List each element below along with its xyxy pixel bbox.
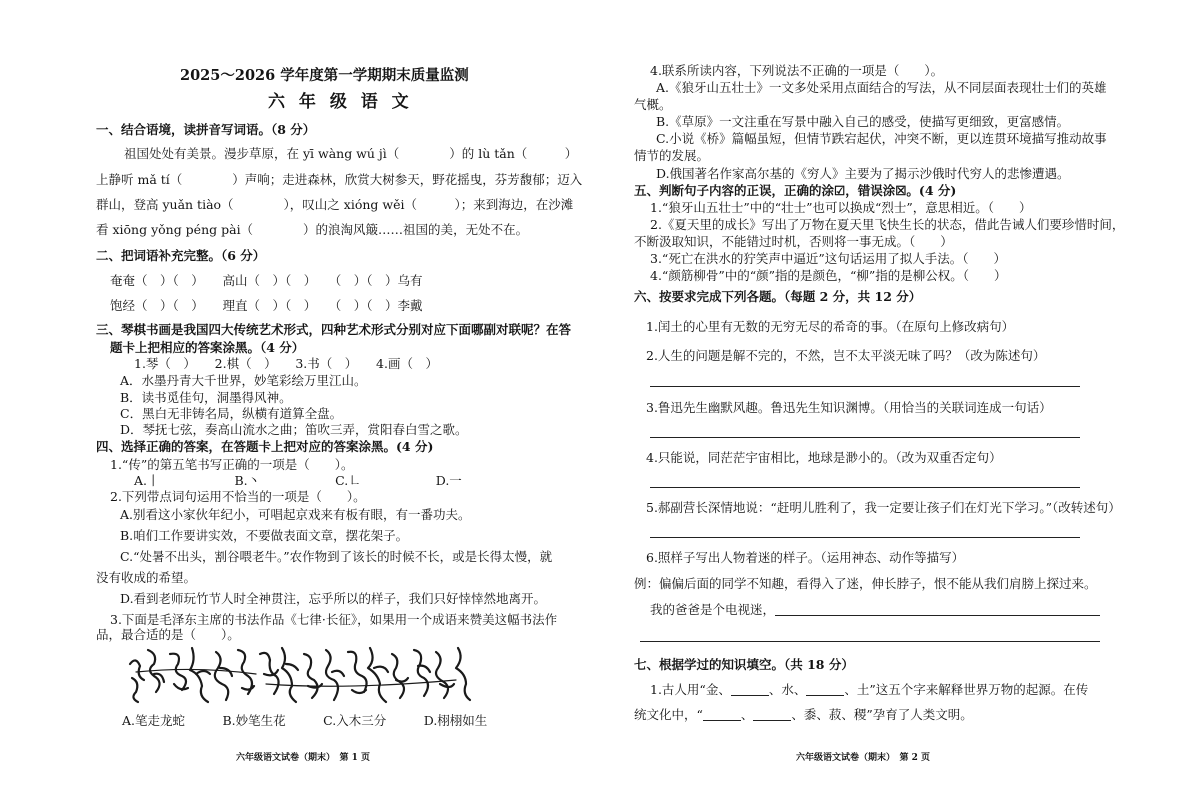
section-6-q2: 2.人生的问题是解不完的，不然，岂不太平淡无味了吗？（改为陈述句） xyxy=(646,348,1046,363)
section-4-q4-option-b: B.《草原》一文注重在写景中融入自己的感受，使描写更细致，更富感情。 xyxy=(656,114,1070,129)
section-4-heading: 四、选择正确的答案，在答题卡上把对应的答案涂黑。(4 分) xyxy=(96,439,434,454)
fill-blank-3[interactable] xyxy=(703,708,741,721)
section-3-options: 1.琴（ ） 2.棋（ ） 3.书（ ） 4.画（ ） xyxy=(134,356,438,371)
section-7-heading: 七、根据学过的知识填空。（共 18 分） xyxy=(634,657,854,672)
section-5-item-4: 4.“颜筋柳骨”中的“颜”指的是颜色，“柳”指的是柳公权。（ ） xyxy=(650,268,1007,283)
answer-line-q2[interactable] xyxy=(650,386,1080,387)
section-2-row-2: 饱经（ ）（ ） 理直（ ）（ ） （ ）（ ）李戴 xyxy=(110,298,423,313)
fill-blank-4[interactable] xyxy=(753,708,791,721)
section-6-q4: 4.只能说，同茫茫宇宙相比，地球是渺小的。（改为双重否定句） xyxy=(646,450,1002,465)
section-4-q1: 1.“传”的第五笔书写正确的一项是（ ）。 xyxy=(110,457,354,472)
section-4-q4-option-c-line-2: 情节的发展。 xyxy=(634,148,710,163)
section-4-q4: 4.联系所读内容，下列说法不正确的一项是（ ）。 xyxy=(650,63,944,78)
section-4-q2-option-c-line-1: C.“处暑不出头，割谷喂老牛。”农作物到了该长的时候不长，或是长得太慢，就 xyxy=(120,549,553,564)
section-1-line-4: 看 xiōng yǒng péng pài（ ）的浪淘风簸……祖国的美，无处不在。 xyxy=(96,222,529,237)
section-3-option-d: D．琴抚七弦，奏高山流水之曲；笛吹三弄，赏阳春白雪之歌。 xyxy=(120,422,468,437)
section-6-q5: 5.郝副营长深情地说：“赶明儿胜利了，我一定要让孩子们在灯光下学习。”（改转述句） xyxy=(646,500,1121,515)
section-4-q2-option-d: D.看到老师玩竹节人时全神贯注，忘乎所以的样子，我们只好悻悻然地离开。 xyxy=(120,591,547,606)
answer-line-q5[interactable] xyxy=(650,537,1080,538)
section-4-q2-option-c-line-2: 没有收成的希望。 xyxy=(96,570,197,585)
section-6-q6-prompt: 我的爸爸是个电视迷， xyxy=(650,602,776,617)
section-3-heading-1: 三、琴棋书画是我国四大传统艺术形式，四种艺术形式分别对应下面哪副对联呢？在答 xyxy=(96,322,572,337)
section-7-line-1-part-2: 、水、 xyxy=(768,682,807,697)
fill-blank-1[interactable] xyxy=(731,683,769,696)
section-1-line-1: 祖国处处有美景。漫步草原，在 yī wàng wú jì（ ）的 lù tǎn（ ） xyxy=(124,146,578,161)
section-3-option-c: C．黑白无非铸名局，纵横有道算全盘。 xyxy=(120,406,343,421)
section-7-line-1 xyxy=(650,682,1088,698)
section-4-q2-option-a: A.别看这小家伙年纪小，可唱起京戏来有板有眼，有一番功夫。 xyxy=(120,507,471,522)
section-3-option-a: A．水墨丹青大千世界，妙笔彩绘万里江山。 xyxy=(120,373,367,388)
section-6-heading: 六、按要求完成下列各题。（每题 2 分，共 12 分） xyxy=(634,289,922,304)
section-4-q4-option-a-line-1: A.《狼牙山五壮士》一文多处采用点面结合的写法，从不同层面表现壮士们的英雄 xyxy=(656,80,1107,95)
page-1-footer: 六年级语文试卷（期末） 第 1 页 xyxy=(236,753,371,763)
section-5-item-1: 1.“狼牙山五壮士”中的“壮士”也可以换成“烈士”，意思相近。（ ） xyxy=(650,200,1032,215)
section-5-heading: 五、判断句子内容的正误，正确的涂☑，错误涂☒。(4 分) xyxy=(634,183,957,198)
section-6-q1: 1.闰土的心里有无数的无穷无尽的希奇的事。（在原句上修改病句） xyxy=(646,319,1015,334)
section-3-option-b: B．读书觅佳句，洞墨得风神。 xyxy=(120,390,292,405)
section-4-q2-option-b: B.咱们工作要讲实效，不要做表面文章，摆花架子。 xyxy=(120,528,409,543)
section-1-line-2: 上静听 mǎ tí（ ）声响；走进森林，欣赏大树参天，野花摇曳，芬芳馥郁；迈入 xyxy=(96,172,583,187)
section-1-line-3: 群山，登高 yuǎn tiào（ ），叹山之 xióng wěi（ ）；来到海边，在沙滩 xyxy=(96,197,574,212)
section-1-heading: 一、结合语境，读拼音写词语。（8 分） xyxy=(96,122,316,137)
section-6-q6-example: 例：偏偏后面的同学不知趣，看得入了迷，伸长脖子，恨不能从我们肩膀上探过来。 xyxy=(634,576,1097,591)
exam-subtitle: 六 年 级 语 文 xyxy=(268,92,413,112)
exam-title: 2025～2026 学年度第一学期期末质量监测 xyxy=(180,67,469,84)
answer-line-q4[interactable] xyxy=(650,487,1080,488)
section-4-q4-option-a-line-2: 气概。 xyxy=(634,97,672,112)
section-7-line-1-part-1: 1.古人用“金、 xyxy=(650,682,731,697)
section-7-line-2 xyxy=(634,707,973,723)
exam-page-2 xyxy=(600,0,1200,800)
section-6-q3: 3.鲁迅先生幽默风趣。鲁迅先生知识渊博。（用恰当的关联词连成一句话） xyxy=(646,400,1052,415)
section-6-q6: 6.照样子写出人物着迷的样子。（运用神态、动作等描写） xyxy=(646,550,965,565)
section-4-q3-line-1: 3.下面是毛泽东主席的书法作品《七律·长征》，如果用一个成语来赞美这幅书法作 xyxy=(110,612,558,627)
section-4-q1-options: A.丨 B.丶 C.㇗ D.一 xyxy=(134,473,462,488)
calligraphy-artwork xyxy=(126,644,476,710)
section-5-item-2-line-2: 不断汲取知识，不能错过时机，否则将一事无成。（ ） xyxy=(634,234,953,249)
section-7-line-2-part-3: 、黍、菽、稷”孕育了人类文明。 xyxy=(791,707,973,722)
section-7-line-1-part-3: 、土”这五个字来解释世界万物的起源。在传 xyxy=(844,682,1089,697)
section-3-heading-2: 题卡上把相应的答案涂黑。（4 分） xyxy=(110,340,305,355)
answer-line-q6-first[interactable] xyxy=(775,615,1100,616)
section-2-heading: 二、把词语补充完整。（6 分） xyxy=(96,248,266,263)
section-5-item-2-line-1: 2.《夏天里的成长》写出了万物在夏天里飞快生长的状态，借此告诫人们要珍惜时间， xyxy=(650,217,1125,232)
section-4-q4-option-d: D.俄国著名作家高尔基的《穷人》主要为了揭示沙俄时代穷人的悲惨遭遇。 xyxy=(656,166,1070,181)
section-2-row-1: 奄奄（ ）（ ） 高山（ ）（ ） （ ）（ ）乌有 xyxy=(110,273,423,288)
section-5-item-3: 3.“死亡在洪水的狞笑声中逼近”这句话运用了拟人手法。（ ） xyxy=(650,251,1006,266)
section-4-q2: 2.下列带点词句运用不恰当的一项是（ ）。 xyxy=(110,489,366,504)
answer-line-q6-second[interactable] xyxy=(640,641,1100,642)
section-7-line-2-part-2: 、 xyxy=(740,707,754,722)
section-4-q3-options: A.笔走龙蛇 B.妙笔生花 C.入木三分 D.栩栩如生 xyxy=(122,713,488,728)
section-4-q3-line-2: 品，最合适的是（ ）。 xyxy=(96,627,240,642)
answer-line-q3[interactable] xyxy=(650,437,1080,438)
page-2-footer: 六年级语文试卷（期末） 第 2 页 xyxy=(796,753,931,763)
section-4-q4-option-c-line-1: C.小说《桥》篇幅虽短，但情节跌宕起伏，冲突不断，更以连贯环境描写推动故事 xyxy=(656,131,1107,146)
section-7-line-2-part-1: 统文化中，“ xyxy=(634,707,703,722)
fill-blank-2[interactable] xyxy=(806,683,844,696)
